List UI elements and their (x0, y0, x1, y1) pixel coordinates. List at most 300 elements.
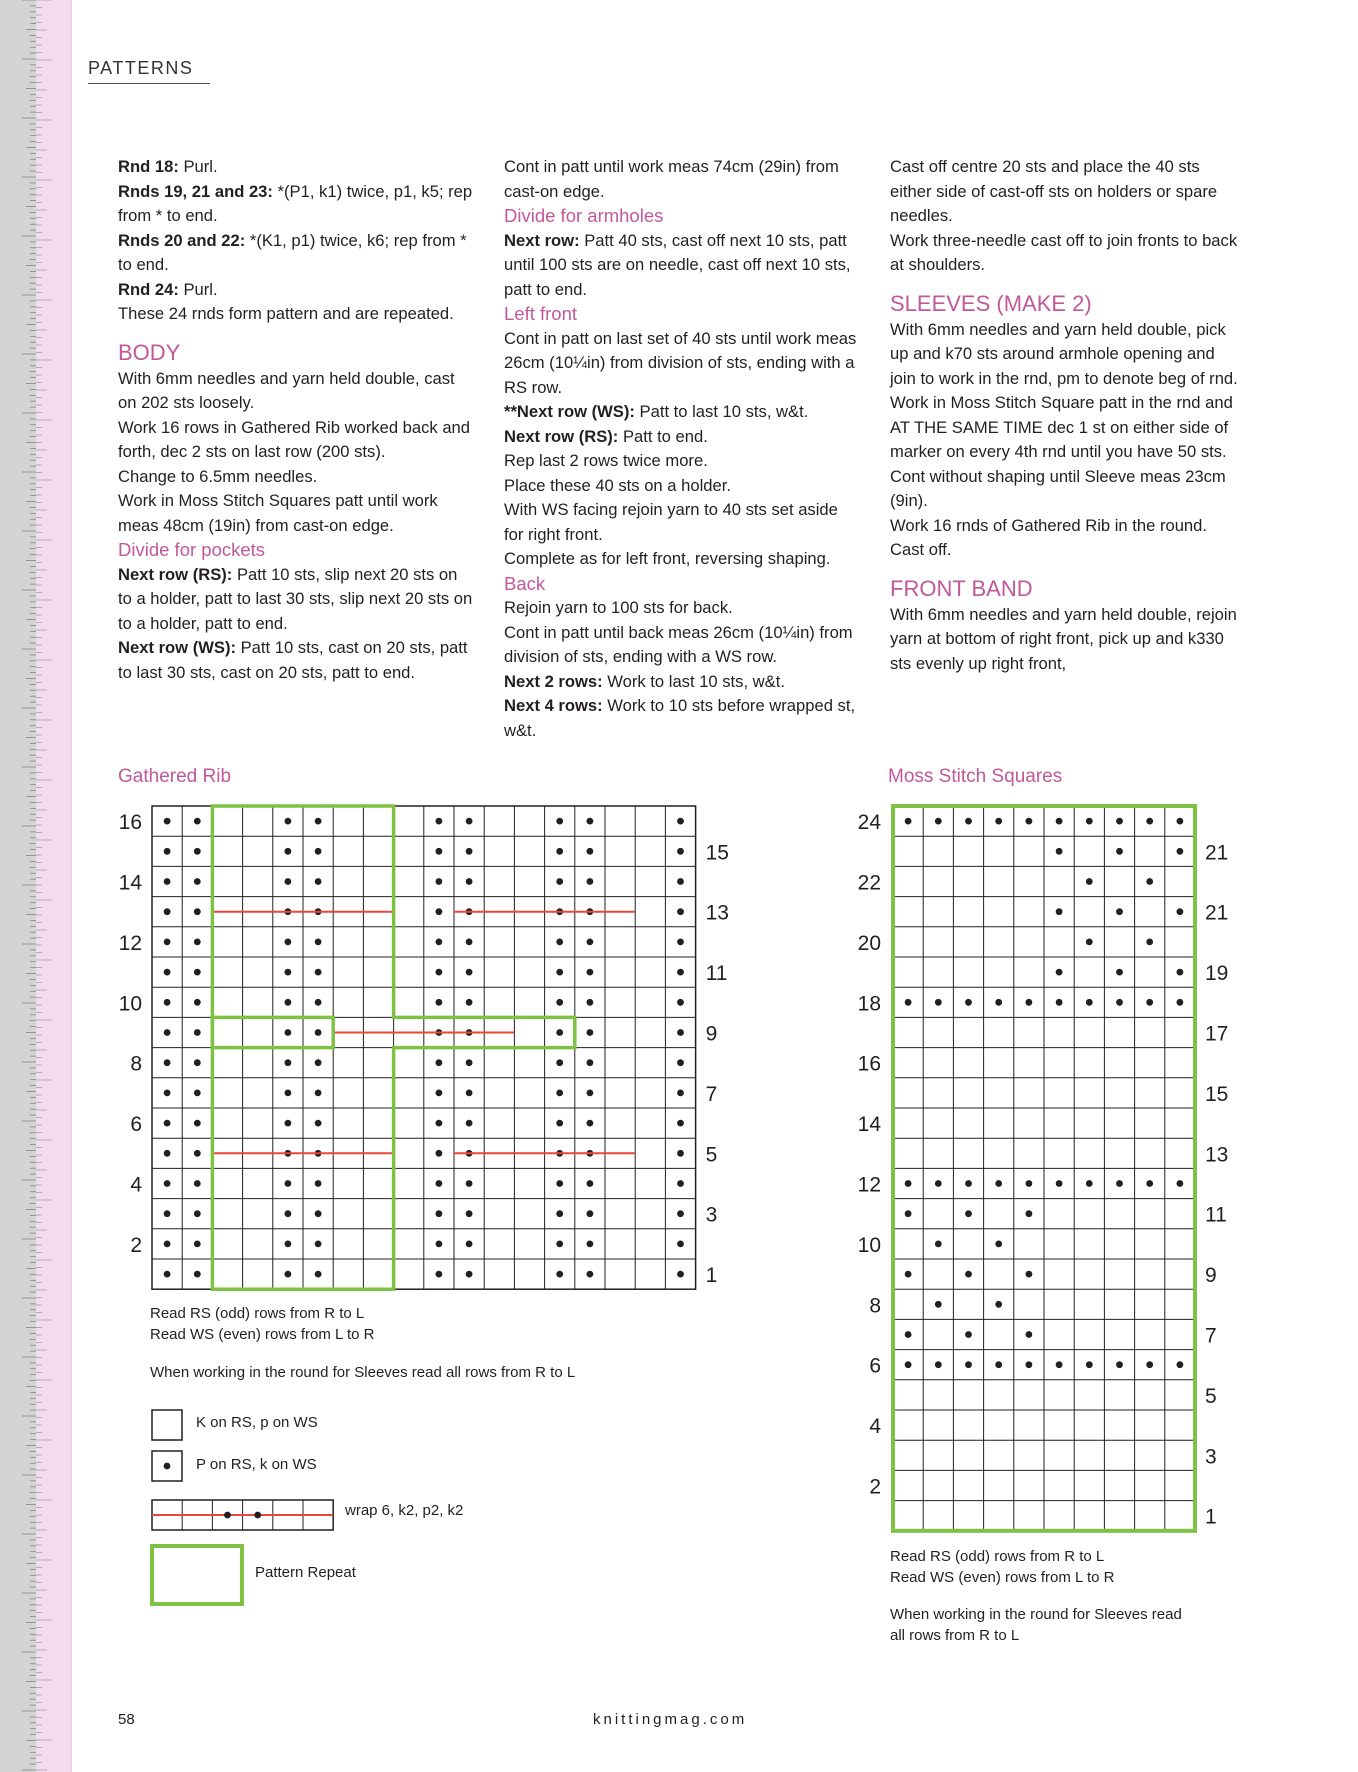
purl-dot (164, 848, 171, 855)
paragraph (118, 489, 473, 538)
purl-dot (587, 1150, 594, 1157)
row-number-right: 9 (705, 1022, 718, 1046)
purl-dot (436, 999, 443, 1006)
purl-dot (194, 1180, 201, 1187)
instruction-text: Patt to last 10 sts, w&t. (634, 402, 809, 421)
purl-dot (587, 1210, 594, 1217)
instruction-text: *(P1, k1) twice, p1, k5; rep from * to end. (118, 181, 473, 225)
paragraph (890, 155, 1245, 229)
purl-dot (164, 939, 171, 946)
repeat-outline (212, 806, 574, 1289)
purl-dot (587, 1090, 594, 1097)
purl-dot (164, 1029, 171, 1036)
text-column-3 (890, 155, 1245, 676)
row-number-left: 4 (130, 1173, 142, 1197)
row-label: Next 4 rows: (504, 696, 603, 715)
row-label: Rnds 20 and 22: (118, 230, 246, 250)
instruction-text: Patt to end. (618, 426, 708, 446)
purl-dot (285, 1150, 292, 1157)
row-number-right: 3 (1205, 1445, 1217, 1469)
row-number-right: 21 (1205, 901, 1229, 925)
purl-dot (194, 969, 201, 976)
purl-dot (556, 1241, 563, 1248)
purl-dot (965, 999, 972, 1006)
purl-dot (1116, 969, 1123, 976)
key-repeat-label: Pattern Repeat (255, 1564, 356, 1581)
chart-grid (893, 806, 1195, 1531)
purl-dot (466, 939, 473, 946)
purl-dot (556, 878, 563, 885)
instruction-text: Patt 10 sts, slip next 20 sts on to a holder, patt to last 30 sts, slip next 20 sts on to a holder, patt to end. (118, 564, 473, 633)
purl-dot (935, 1241, 942, 1248)
row-number-left: 8 (869, 1294, 881, 1318)
row-number-left: 6 (869, 1354, 881, 1378)
purl-dot (194, 848, 201, 855)
purl-dot (436, 848, 443, 855)
purl-dot (1116, 999, 1123, 1006)
page-number: 58 (118, 1711, 135, 1728)
purl-dot (1026, 1210, 1033, 1217)
purl-dot (1116, 848, 1123, 855)
instruction-text: *(K1, p1) twice, k6; rep from * to end. (118, 230, 467, 274)
instruction-text: Work in Moss Stitch Squares patt until work meas 48cm (19in) from cast-on edge. (118, 491, 438, 535)
purl-dot (1177, 908, 1184, 915)
ruler-strip (0, 0, 72, 1772)
purl-dot (1177, 1180, 1184, 1187)
purl-dot (1177, 969, 1184, 976)
moss-squares-chart (858, 806, 1229, 1531)
purl-dot (1177, 848, 1184, 855)
purl-dot (587, 1029, 594, 1036)
purl-dot (677, 1150, 684, 1157)
ruler-in-band (36, 0, 72, 1772)
moss-squares-title: Moss Stitch Squares (888, 766, 1063, 787)
purl-dot (436, 1180, 443, 1187)
purl-dot (556, 1271, 563, 1278)
purl-dot (587, 969, 594, 976)
purl-dot (194, 999, 201, 1006)
purl-dot (436, 818, 443, 825)
row-number-left: 14 (118, 871, 142, 895)
purl-dot (965, 1210, 972, 1217)
purl-dot (285, 1241, 292, 1248)
instruction-text: Cont without shaping until Sleeve meas 23cm (9in). (890, 466, 1226, 510)
paragraph (118, 416, 473, 465)
row-label: Next row (RS): (118, 564, 233, 584)
paragraph (890, 603, 1245, 677)
purl-dot (556, 1029, 563, 1036)
purl-dot (677, 939, 684, 946)
row-number-left: 20 (857, 931, 881, 955)
row-number-left: 16 (118, 811, 142, 835)
purl-dot (315, 939, 322, 946)
purl-dot (587, 1059, 594, 1066)
paragraph (504, 327, 859, 401)
purl-dot (315, 878, 322, 885)
purl-dot (466, 818, 473, 825)
purl-dot (164, 908, 171, 915)
instruction-text: Work 16 rows in Gathered Rib worked back and forth, dec 2 sts on last row (200 sts). (118, 417, 471, 461)
purl-dot (1086, 1180, 1093, 1187)
purl-dot (285, 1271, 292, 1278)
purl-dot (587, 1271, 594, 1278)
purl-dot (905, 1210, 912, 1217)
purl-dot (965, 1331, 972, 1338)
paragraph (504, 694, 859, 743)
row-number-right: 13 (705, 901, 729, 925)
purl-dot (677, 1090, 684, 1097)
key-purl-box (152, 1451, 182, 1481)
purl-dot (164, 818, 171, 825)
purl-dot (935, 818, 942, 825)
key-purl-dot (254, 1512, 261, 1519)
purl-dot (194, 1029, 201, 1036)
purl-dot (466, 969, 473, 976)
purl-dot (1146, 939, 1153, 946)
purl-dot (315, 1059, 322, 1066)
paragraph (890, 229, 1245, 278)
instruction-text: Place these 40 sts on a holder. (504, 475, 731, 495)
purl-dot (1056, 969, 1063, 976)
paragraph (118, 465, 473, 490)
purl-dot (466, 848, 473, 855)
row-number-left: 12 (857, 1173, 881, 1197)
gathered-rib-note-3: When working in the round for Sleeves read all rows from R to L (150, 1364, 576, 1381)
subheading: Back (504, 572, 546, 594)
purl-dot (194, 818, 201, 825)
row-number-right: 17 (1205, 1022, 1229, 1046)
purl-dot (556, 1210, 563, 1217)
purl-dot (315, 818, 322, 825)
instruction-text: With WS facing rejoin yarn to 40 sts set aside for right front. (504, 500, 838, 544)
purl-dot (677, 1120, 684, 1127)
purl-dot (556, 1120, 563, 1127)
purl-dot (194, 1271, 201, 1278)
purl-dot (436, 1210, 443, 1217)
paragraph (504, 474, 859, 499)
purl-dot (1026, 1271, 1033, 1278)
purl-dot (285, 848, 292, 855)
instruction-text: With 6mm needles and yarn held double, rejoin yarn at bottom of right front, pick up and k330 sts evenly up right front, (890, 604, 1237, 673)
purl-dot (466, 999, 473, 1006)
purl-dot (556, 1150, 563, 1157)
instruction-text: Rep last 2 rows twice more. (504, 451, 708, 470)
purl-dot (905, 999, 912, 1006)
purl-dot (436, 1241, 443, 1248)
gathered-rib-note-2: Read WS (even) rows from L to R (150, 1326, 375, 1343)
row-number-right: 3 (705, 1203, 718, 1227)
purl-dot (995, 1301, 1002, 1308)
row-number-left: 14 (857, 1113, 881, 1137)
instruction-text: Purl. (178, 279, 218, 299)
purl-dot (935, 1180, 942, 1187)
paragraph (890, 465, 1245, 514)
row-number-left: 8 (130, 1052, 142, 1076)
row-number-left: 4 (869, 1415, 881, 1439)
purl-dot (1056, 999, 1063, 1006)
key-wrap-box (152, 1500, 333, 1530)
instruction-text: Work in Moss Stitch Square patt in the rnd and AT THE SAME TIME dec 1 st on either side of marker on every 4th rnd until you have 50 sts. (890, 393, 1233, 461)
purl-dot (164, 969, 171, 976)
row-label: **Next row (WS): (504, 402, 635, 421)
purl-dot (164, 1059, 171, 1066)
purl-dot (285, 969, 292, 976)
purl-dot (466, 1029, 473, 1036)
instruction-text: Cast off centre 20 sts and place the 40 sts either side of cast-off sts on holders or spare needles. (890, 157, 1218, 225)
purl-dot (965, 818, 972, 825)
purl-dot (164, 999, 171, 1006)
instruction-text: With 6mm needles and yarn held double, pick up and k70 sts around armhole opening and join to work in the rnd, pm to denote beg of rnd. (890, 319, 1238, 388)
purl-dot (164, 1150, 171, 1157)
paragraph (890, 318, 1245, 392)
paragraph (504, 621, 859, 670)
moss-note-2: Read WS (even) rows from L to R (890, 1569, 1115, 1586)
instruction-text: Work to 10 sts before wrapped st, w&t. (504, 696, 856, 740)
paragraph (118, 302, 473, 327)
row-number-left: 22 (857, 871, 881, 895)
purl-dot (677, 1271, 684, 1278)
chart-grid (152, 806, 696, 1289)
purl-dot (556, 1059, 563, 1066)
instruction-text: Purl. (178, 157, 218, 176)
instruction-text: Work three-needle cast off to join fronts to back at shoulders. (890, 230, 1238, 274)
instruction-text: Work to last 10 sts, w&t. (602, 671, 785, 691)
key-purl-label: P on RS, k on WS (196, 1456, 317, 1473)
purl-dot (1056, 1361, 1063, 1368)
section-header: PATTERNS (88, 58, 194, 78)
paragraph (118, 367, 473, 416)
key-knit-label: K on RS, p on WS (196, 1414, 318, 1431)
purl-dot (677, 848, 684, 855)
paragraph (504, 547, 859, 572)
purl-dot (194, 1150, 201, 1157)
purl-dot (466, 878, 473, 885)
purl-dot (315, 1180, 322, 1187)
purl-dot (677, 1241, 684, 1248)
purl-dot (677, 999, 684, 1006)
gathered-rib-title: Gathered Rib (118, 766, 232, 787)
paragraph (118, 180, 473, 229)
row-number-left: 16 (857, 1052, 881, 1076)
repeat-outline (893, 806, 1195, 1531)
section-heading: FRONT BAND (890, 575, 1033, 601)
paragraph (504, 400, 859, 425)
purl-dot (677, 1210, 684, 1217)
purl-dot (315, 848, 322, 855)
key-purl-dot (224, 1512, 231, 1519)
purl-dot (1177, 999, 1184, 1006)
purl-dot (1026, 1361, 1033, 1368)
row-number-right: 11 (1205, 1203, 1227, 1227)
key-repeat-box (152, 1546, 242, 1604)
paragraph (890, 391, 1245, 465)
purl-dot (194, 939, 201, 946)
row-number-right: 1 (705, 1264, 718, 1288)
purl-dot (1086, 939, 1093, 946)
purl-dot (1026, 1180, 1033, 1187)
key-wrap-label: wrap 6, k2, p2, k2 (345, 1502, 464, 1519)
instruction-text: These 24 rnds form pattern and are repeated. (118, 304, 454, 323)
row-label: Next row: (504, 230, 580, 250)
purl-dot (677, 1059, 684, 1066)
purl-dot (1146, 818, 1153, 825)
purl-dot (587, 999, 594, 1006)
purl-dot (436, 1150, 443, 1157)
purl-dot (587, 1180, 594, 1187)
purl-dot (285, 1029, 292, 1036)
row-number-left: 10 (118, 992, 142, 1016)
row-number-left: 18 (857, 992, 881, 1016)
purl-dot (164, 1180, 171, 1187)
purl-dot (556, 939, 563, 946)
moss-note-1: Read RS (odd) rows from R to L (890, 1548, 1105, 1565)
section-heading: SLEEVES (MAKE 2) (890, 290, 1092, 316)
purl-dot (315, 1090, 322, 1097)
purl-dot (905, 1271, 912, 1278)
row-number-left: 10 (857, 1233, 881, 1257)
purl-dot (466, 1210, 473, 1217)
purl-dot (315, 969, 322, 976)
row-number-right: 5 (1205, 1384, 1217, 1408)
purl-dot (677, 878, 684, 885)
row-number-right: 15 (1205, 1082, 1229, 1106)
paragraph (504, 229, 859, 303)
purl-dot (965, 1271, 972, 1278)
purl-dot (1146, 1180, 1153, 1187)
section-heading: BODY (118, 339, 181, 365)
purl-dot (315, 1241, 322, 1248)
purl-dot (194, 1120, 201, 1127)
instruction-text: Patt 40 sts, cast off next 10 sts, patt until 100 sts are on needle, cast off next 10 sts, patt to end. (504, 230, 851, 299)
paragraph (504, 670, 859, 695)
purl-dot (194, 1090, 201, 1097)
moss-note-3: When working in the round for Sleeves read all rows from R to L (890, 1606, 1182, 1644)
row-number-right: 21 (1205, 841, 1229, 865)
text-column-2 (504, 155, 859, 743)
purl-dot (436, 1029, 443, 1036)
purl-dot (556, 999, 563, 1006)
paragraph (118, 155, 473, 180)
key-knit-box (152, 1410, 182, 1440)
purl-dot (466, 908, 473, 915)
purl-dot (466, 1120, 473, 1127)
purl-dot (1026, 1331, 1033, 1338)
row-number-left: 2 (869, 1475, 881, 1499)
purl-dot (164, 878, 171, 885)
purl-dot (194, 1210, 201, 1217)
paragraph (890, 514, 1245, 563)
purl-dot (935, 999, 942, 1006)
purl-dot (587, 908, 594, 915)
purl-dot (1116, 908, 1123, 915)
instruction-text: Cont in patt until work meas 74cm (29in) from cast-on edge. (504, 157, 839, 201)
purl-dot (995, 1241, 1002, 1248)
instruction-text: Rejoin yarn to 100 sts for back. (504, 598, 733, 617)
purl-dot (436, 1120, 443, 1127)
row-number-right: 11 (705, 962, 728, 986)
purl-dot (1026, 818, 1033, 825)
purl-dot (1116, 1180, 1123, 1187)
purl-dot (905, 1180, 912, 1187)
instruction-text: With 6mm needles and yarn held double, cast on 202 sts loosely. (118, 368, 455, 412)
purl-dot (587, 878, 594, 885)
purl-dot (1056, 818, 1063, 825)
purl-dot (164, 1271, 171, 1278)
row-number-right: 19 (1205, 962, 1229, 986)
row-number-right: 15 (705, 841, 729, 865)
purl-dot (587, 818, 594, 825)
row-label: Rnds 19, 21 and 23: (118, 181, 273, 201)
purl-dot (315, 1210, 322, 1217)
purl-dot (436, 1059, 443, 1066)
purl-dot (1086, 1361, 1093, 1368)
row-label: Next 2 rows: (504, 671, 603, 691)
purl-dot (677, 908, 684, 915)
purl-dot (556, 908, 563, 915)
header-rule (88, 83, 210, 84)
purl-dot (285, 999, 292, 1006)
purl-dot (1146, 878, 1153, 885)
purl-dot (1146, 1361, 1153, 1368)
purl-dot (965, 1180, 972, 1187)
purl-dot (556, 1090, 563, 1097)
purl-dot (995, 1180, 1002, 1187)
purl-dot (905, 818, 912, 825)
purl-dot (164, 1241, 171, 1248)
purl-dot (466, 1150, 473, 1157)
purl-dot (436, 939, 443, 946)
purl-dot (1056, 908, 1063, 915)
row-number-left: 12 (118, 931, 142, 955)
purl-dot (556, 969, 563, 976)
row-number-right: 5 (705, 1143, 718, 1167)
purl-dot (677, 1029, 684, 1036)
row-number-right: 13 (1205, 1143, 1229, 1167)
purl-dot (194, 1059, 201, 1066)
paragraph (118, 278, 473, 303)
instruction-text: Work 16 rnds of Gathered Rib in the round. Cast off. (890, 515, 1207, 559)
purl-dot (1056, 848, 1063, 855)
purl-dot (315, 999, 322, 1006)
purl-dot (995, 1361, 1002, 1368)
purl-dot (935, 1361, 942, 1368)
row-number-right: 1 (1205, 1505, 1217, 1529)
purl-dot (315, 1150, 322, 1157)
purl-dot (1116, 818, 1123, 825)
purl-dot (164, 1210, 171, 1217)
purl-dot (164, 1120, 171, 1127)
purl-dot (1116, 1361, 1123, 1368)
row-number-right: 7 (705, 1082, 718, 1106)
purl-dot (1086, 999, 1093, 1006)
purl-dot (285, 878, 292, 885)
purl-dot (995, 818, 1002, 825)
purl-dot (436, 878, 443, 885)
row-label: Next row (WS): (118, 638, 236, 657)
paragraph (118, 563, 473, 637)
purl-dot (436, 969, 443, 976)
purl-dot (194, 1241, 201, 1248)
purl-dot (466, 1241, 473, 1248)
instruction-text: Complete as for left front, reversing shaping. (504, 549, 831, 568)
purl-dot (677, 1180, 684, 1187)
purl-dot (905, 1331, 912, 1338)
subheading: Left front (504, 303, 578, 324)
row-number-right: 7 (1205, 1324, 1217, 1348)
row-label: Rnd 18: (118, 157, 179, 176)
key-purl-dot (164, 1463, 171, 1470)
purl-dot (1086, 818, 1093, 825)
